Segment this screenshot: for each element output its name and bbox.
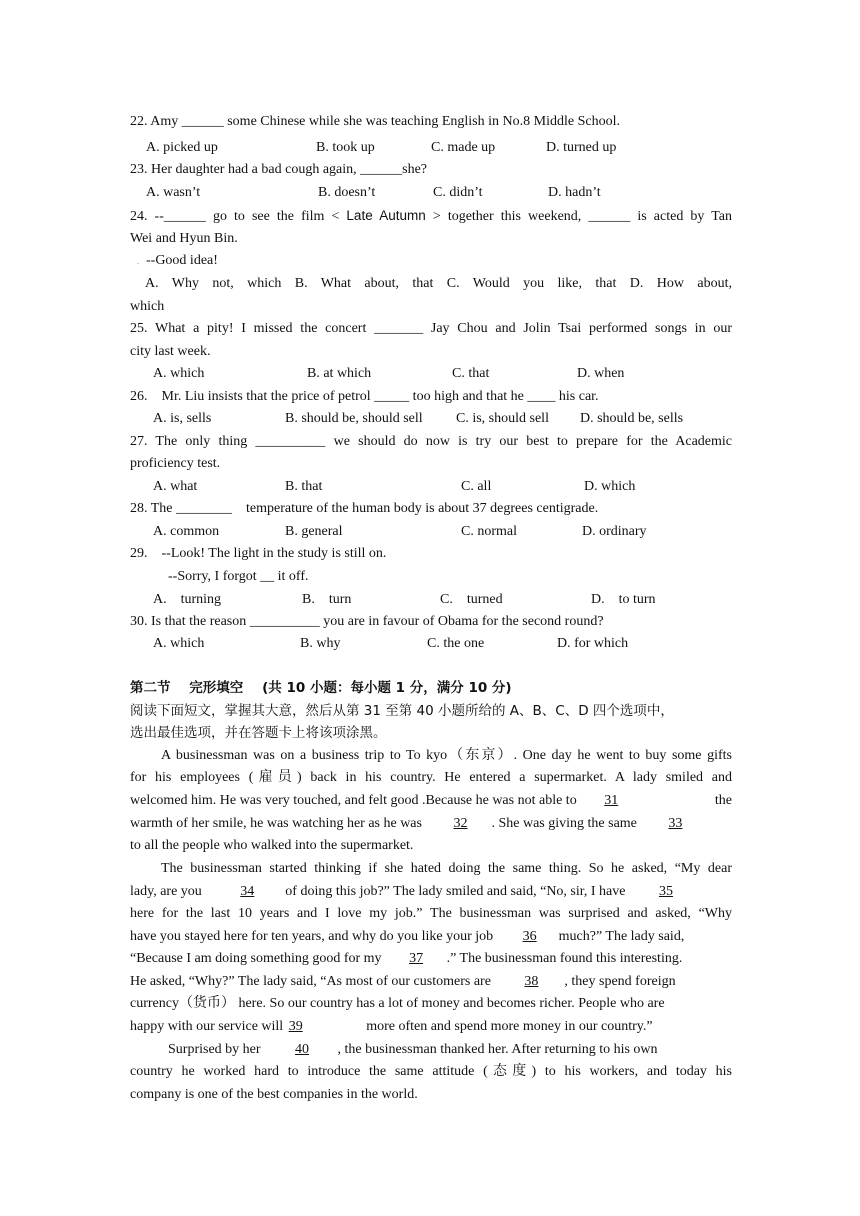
q22-option-a: A. picked up xyxy=(146,140,218,155)
q26-option-b: B. should be, should sell xyxy=(285,411,423,426)
passage-text: .” The businessman found this interesting. xyxy=(446,951,683,966)
q27-option-a: A. what xyxy=(153,479,198,494)
blank-40: 40 xyxy=(295,1042,310,1057)
q25-option-d: D. when xyxy=(577,366,625,381)
blank-36: 36 xyxy=(522,929,537,944)
question-23-stem: 23. Her daughter had a bad cough again, ______she? xyxy=(130,162,428,177)
passage-p1-line-5: to all the people who walked into the supermarket. xyxy=(130,838,414,853)
passage-p1-line-4 xyxy=(130,813,732,835)
q29-option-b: B. turn xyxy=(302,592,352,607)
q27-option-d: D. which xyxy=(584,479,636,494)
q27-option-c: C. all xyxy=(461,479,492,494)
passage-p1-line-1: A businessman was on a business trip to To kyo（东京）. One day he went to buy some gifts xyxy=(161,748,732,763)
passage-text: He asked, “Why?” The lady said, “As most of our customers are xyxy=(130,974,491,989)
q27-option-b: B. that xyxy=(285,479,323,494)
passage-text: more often and spend more money in our country.” xyxy=(366,1019,653,1034)
passage-p3-line-3: company is one of the best companies in the world. xyxy=(130,1087,418,1102)
question-25-line-1: 25. What a pity! I missed the concert _______ Jay Chou and Jolin Tsai performed songs in our xyxy=(130,321,732,336)
q29-option-a: A. turning xyxy=(153,592,222,607)
passage-text: . She was giving the same xyxy=(491,816,637,831)
blank-33: 33 xyxy=(668,816,683,831)
section-heading: 第二节 完形填空 (共 10 小题：每小题 1 分，满分 10 分) xyxy=(130,680,512,696)
q28-option-a: A. common xyxy=(153,524,220,539)
passage-text: the xyxy=(714,793,732,808)
q26-option-d: D. should be, sells xyxy=(580,411,684,426)
q24-reply: --Good idea! xyxy=(146,253,218,268)
section-instructions-1: 阅读下面短文，掌握其大意，然后从第 31 至第 40 小题所给的 A、B、C、D 四个选项中， xyxy=(130,703,674,719)
question-27-line-1: 27. The only thing __________ we should do now is try our best to prepare for the Academic xyxy=(130,434,732,449)
question-29-line-2: --Sorry, I forgot __ it off. xyxy=(168,569,309,584)
q23-option-b: B. doesn’t xyxy=(318,185,376,200)
blank-32: 32 xyxy=(453,816,468,831)
passage-p2-line-1: The businessman started thinking if she hated doing the same thing. So he asked, “My dear xyxy=(161,861,732,876)
passage-p2-line-6 xyxy=(130,971,732,993)
passage-p3-line-1 xyxy=(168,1039,732,1061)
q24-stem-start: 24. --______ go to see the film < xyxy=(130,209,347,224)
q23-option-c: C. didn’t xyxy=(433,185,483,200)
blank-37: 37 xyxy=(409,951,424,966)
q30-option-a: A. which xyxy=(153,636,205,651)
passage-text: warmth of her smile, he was watching her as he was xyxy=(130,816,422,831)
passage-text: of doing this job?” The lady smiled and said, “No, sir, I have xyxy=(285,884,626,899)
q25-option-c: C. that xyxy=(452,366,490,381)
blank-31: 31 xyxy=(604,793,619,808)
passage-text: welcomed him. He was very touched, and felt good .Because he was not able to xyxy=(130,793,577,808)
q25-option-b: B. at which xyxy=(307,366,372,381)
passage-p2-line-5 xyxy=(130,948,732,970)
q26-option-c: C. is, should sell xyxy=(456,411,549,426)
passage-text: “Because I am doing something good for my xyxy=(130,951,382,966)
q22-option-b: B. took up xyxy=(316,140,375,155)
question-28-stem: 28. The ________ temperature of the human body is about 37 degrees centigrade. xyxy=(130,501,599,516)
passage-text: , they spend foreign xyxy=(564,974,676,989)
question-22-stem: 22. Amy ______ some Chinese while she was teaching English in No.8 Middle School. xyxy=(130,114,620,129)
question-25-line-2: city last week. xyxy=(130,344,211,359)
passage-text: lady, are you xyxy=(130,884,202,899)
passage-p2-line-4 xyxy=(130,926,732,948)
q29-option-c: C. turned xyxy=(440,592,503,607)
q25-option-a: A. which xyxy=(153,366,205,381)
passage-p2-line-7: currency（货币） here. So our country has a lot of money and becomes richer. People who are xyxy=(130,996,665,1011)
q28-option-b: B. general xyxy=(285,524,343,539)
q26-option-a: A. is, sells xyxy=(153,411,212,426)
q28-option-c: C. normal xyxy=(461,524,517,539)
passage-text: , the businessman thanked her. After returning to his own xyxy=(337,1042,658,1057)
passage-p1-line-3 xyxy=(130,790,732,812)
passage-text: much?” The lady said, xyxy=(558,929,685,944)
q23-option-d: D. hadn’t xyxy=(548,185,601,200)
q24-options-wrap: which xyxy=(130,299,165,314)
q22-option-d: D. turned up xyxy=(546,140,617,155)
q22-option-c: C. made up xyxy=(431,140,496,155)
question-24-line-2: Wei and Hyun Bin. xyxy=(130,231,238,246)
blank-38: 38 xyxy=(524,974,539,989)
film-title: Late Autumn xyxy=(346,208,426,223)
blank-39: 39 xyxy=(288,1019,303,1034)
q24-stem-end: > together this weekend, ______ is acted by Tan xyxy=(425,209,732,224)
passage-p2-line-3: here for the last 10 years and I love my job.” The businessman was surprised and asked, “Why xyxy=(130,906,732,921)
question-27-line-2: proficiency test. xyxy=(130,456,221,471)
q30-option-c: C. the one xyxy=(427,636,485,651)
passage-p1-line-2: for his employees (雇员) back in his country. He entered a supermarket. A lady smiled and xyxy=(130,770,732,785)
section-instructions-2: 选出最佳选项，并在答题卡上将该项涂黑。 xyxy=(130,725,387,741)
question-24-line-1 xyxy=(130,205,732,228)
passage-text: happy with our service will xyxy=(130,1019,284,1034)
q24-options: A. Why not, which B. What about, that C. Would you like, that D. How about, xyxy=(145,276,732,291)
passage-text: have you stayed here for ten years, and why do you like your job xyxy=(130,929,494,944)
q30-option-d: D. for which xyxy=(557,636,629,651)
q30-option-b: B. why xyxy=(300,636,341,651)
q29-option-d: D. to turn xyxy=(591,592,656,607)
stray-dot: . xyxy=(137,257,139,266)
passage-text: Surprised by her xyxy=(168,1042,261,1057)
passage-p2-line-2 xyxy=(130,881,732,903)
question-26-stem: 26. Mr. Liu insists that the price of petrol _____ too high and that he ____ his car. xyxy=(130,389,599,404)
passage-p3-line-2: country he worked hard to introduce the same attitude (态度) to his workers, and today his xyxy=(130,1064,732,1079)
passage-p2-line-8 xyxy=(130,1016,732,1038)
blank-35: 35 xyxy=(658,884,673,899)
q28-option-d: D. ordinary xyxy=(582,524,647,539)
question-29-line-1: 29. --Look! The light in the study is still on. xyxy=(130,546,387,561)
blank-34: 34 xyxy=(240,884,255,899)
question-30-stem: 30. Is that the reason __________ you are in favour of Obama for the second round? xyxy=(130,614,604,629)
q23-option-a: A. wasn’t xyxy=(146,185,201,200)
